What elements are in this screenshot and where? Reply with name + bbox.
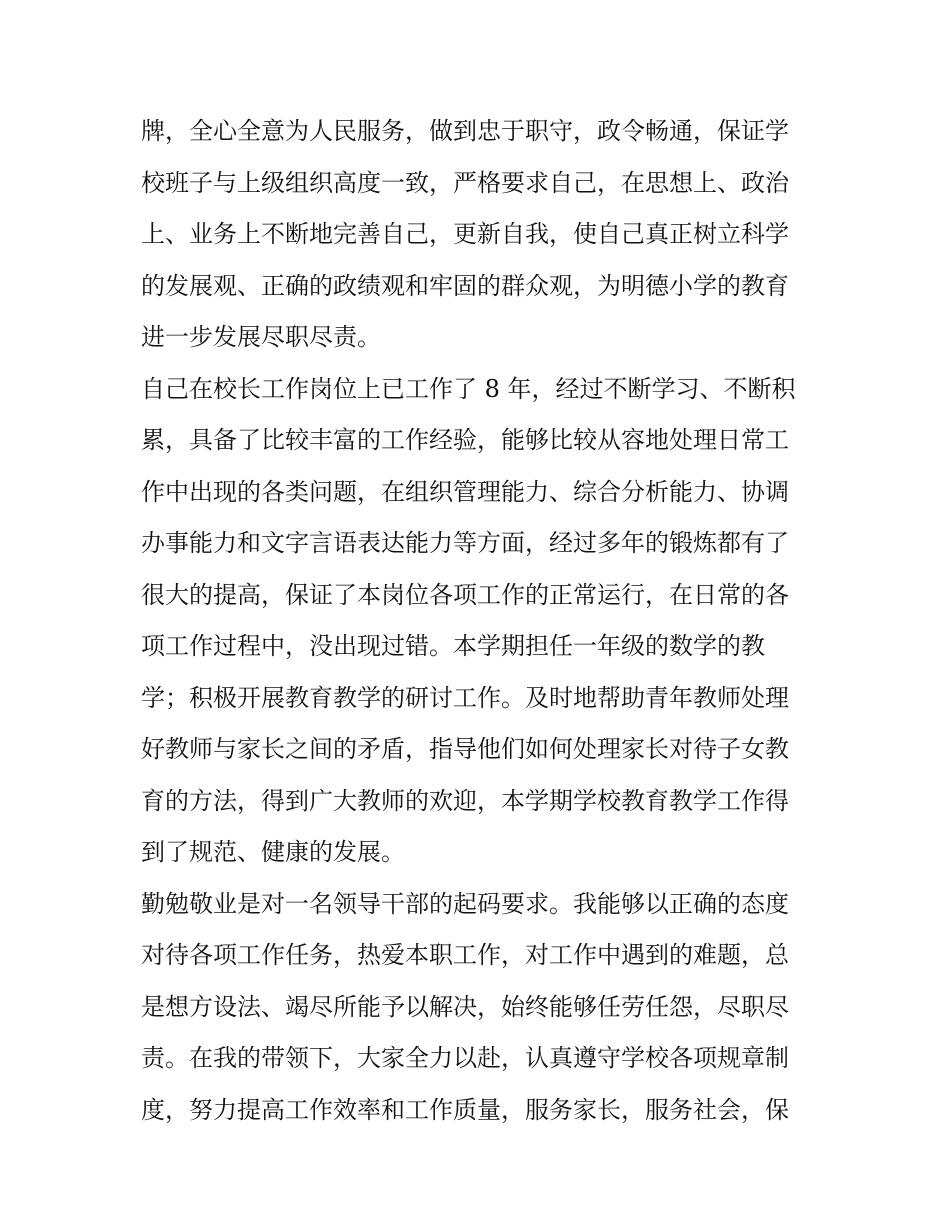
text-line: 上、业务上不断地完善自己，更新自我，使自己真正树立科学 [141,220,789,248]
text-line: 项工作过程中，没出现过错。本学期担任一年级的数学的教 [141,632,765,660]
text-line: 育的方法，得到广大教师的欢迎，本学期学校教育教学工作得 [141,786,789,815]
text-line: 很大的提高，保证了本岗位各项工作的正常运行，在日常的各 [141,580,789,609]
text-line: 勤勉敬业是对一名领导干部的起码要求。我能够以正确的态度 [141,889,789,918]
text-line: 的发展观、正确的政绩观和牢固的群众观，为明德小学的教育 [141,271,789,300]
body-text [141,109,813,1139]
text-line: 作中出现的各类问题，在组织管理能力、综合分析能力、协调 [141,477,789,506]
text-line: 校班子与上级组织高度一致，严格要求自己，在思想上、政治 [141,168,789,197]
text-line: 办事能力和文字言语表达能力等方面，经过多年的锻炼都有了 [141,529,789,557]
text-line: 对待各项工作任务，热爱本职工作，对工作中遇到的难题，总 [141,941,789,969]
text-line: 牌，全心全意为人民服务，做到忠于职守，政令畅通，保证学 [141,117,789,145]
text-line: 好教师与家长之间的矛盾，指导他们如何处理家长对待子女教 [141,735,789,763]
text-line: 责。在我的带领下，大家全力以赴，认真遵守学校各项规章制 [141,1044,789,1072]
text-line: 到了规范、健康的发展。 [141,838,405,866]
text-line: 自己在校长工作岗位上已工作了 8 年，经过不断学习、不断积 [141,374,796,403]
text-line: 是想方设法、竭尽所能予以解决，始终能够任劳任怨，尽职尽 [141,992,789,1021]
text-line: 度，努力提高工作效率和工作质量，服务家长，服务社会，保 [141,1095,789,1124]
text-line: 进一步发展尽职尽责。 [141,323,381,351]
text-line: 学；积极开展教育教学的研讨工作。及时地帮助青年教师处理 [141,683,789,712]
text-line: 累，具备了比较丰富的工作经验，能够比较从容地处理日常工 [141,426,789,454]
